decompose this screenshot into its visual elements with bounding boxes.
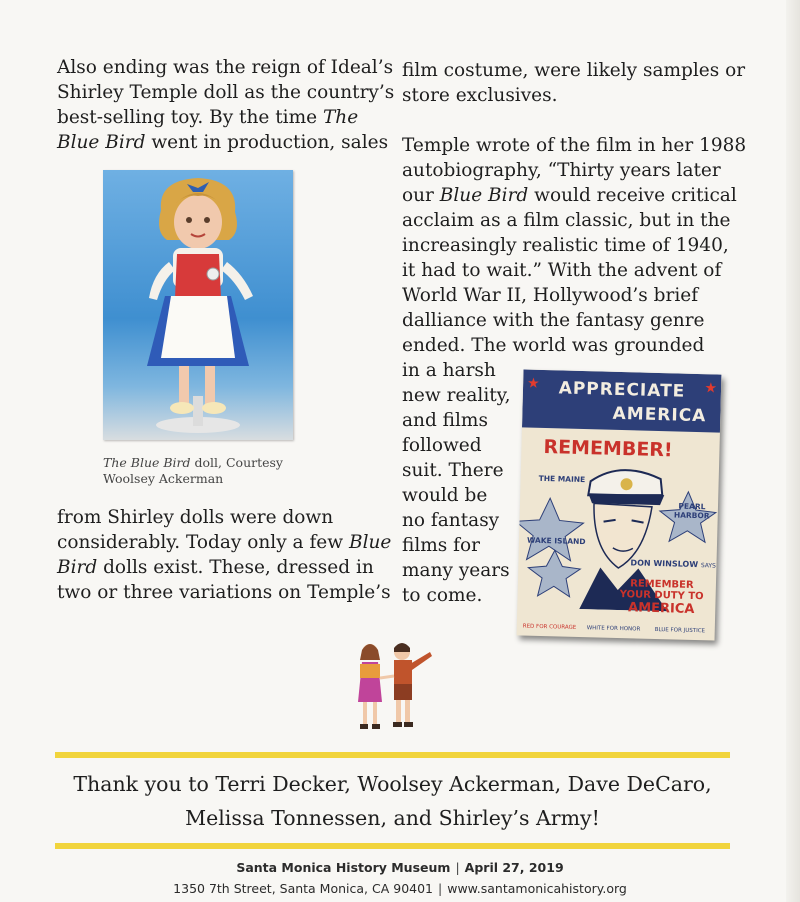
duty-line: AMERICA (627, 600, 695, 618)
poster-duty-message (613, 578, 710, 618)
caption-credit: Woolsey Ackerman (103, 471, 224, 486)
text-line: considerably. Today only a few (57, 532, 344, 553)
text-line: no fantasy (402, 510, 500, 531)
thank-you-line: Melissa Tonnessen, and Shirley’s Army! (185, 806, 600, 830)
caption-text: doll, Courtesy (194, 455, 283, 470)
film-title: Blue (348, 532, 392, 553)
museum-website: www.santamonicahistory.org (447, 881, 627, 896)
photo-caption (103, 455, 303, 487)
poster-footer-white: WHITE FOR HONOR (586, 625, 641, 633)
text-line: Also ending was the reign of Ideal’s (57, 57, 394, 78)
poster-label-maine: THE MAINE (538, 473, 586, 485)
text-line: best-selling toy. By the time (57, 107, 318, 128)
poster-footer (517, 619, 715, 640)
text-line: in a harsh (402, 360, 496, 381)
text-line: our (402, 185, 434, 206)
text-line: store exclusives. (402, 85, 558, 106)
poster-label-wake-island: WAKE ISLAND (526, 535, 586, 547)
text-line: would receive critical (534, 185, 737, 206)
text-line: Shirley Temple doll as the country’s (57, 82, 395, 103)
poster-remember: REMEMBER! (543, 436, 673, 462)
text-line: acclaim as a film classic, but in the (402, 210, 731, 231)
star-icon: ★ (704, 380, 718, 397)
accent-rule-bottom (55, 843, 730, 849)
accent-rule-top (55, 752, 730, 758)
poster-label-pearl-harbor: PEARL HARBOR (673, 501, 710, 521)
text-line: suit. There (402, 460, 504, 481)
children-illustration (350, 638, 436, 734)
duty-line: REMEMBER (630, 578, 694, 591)
right-column-middle-text (402, 133, 746, 358)
poster-footer-red: RED FOR COURAGE (522, 623, 577, 631)
film-title: Blue Bird (57, 132, 146, 153)
film-title: Bird (57, 557, 98, 578)
text-line: films for (402, 535, 481, 556)
caption-title: The Blue Bird (103, 455, 191, 470)
text-line: dalliance with the fantasy genre (402, 310, 705, 331)
right-column-narrow-text (402, 358, 511, 608)
right-column-top-text (402, 58, 745, 108)
thank-you-line: Thank you to Terri Decker, Woolsey Ackerman, Dave DeCaro, (73, 772, 712, 796)
film-title: The (322, 107, 359, 128)
left-column-bottom-text (57, 505, 391, 605)
poster-title-line2: AMERICA (612, 403, 707, 427)
text-line: it had to wait.” With the advent of (402, 260, 722, 281)
text-line: from Shirley dolls were down (57, 507, 334, 528)
text-line: and films (402, 410, 488, 431)
text-line: Temple wrote of the film in her 1988 (402, 135, 747, 156)
separator: | (455, 860, 460, 875)
text-line: would be (402, 485, 488, 506)
text-line: autobiography, “Thirty years later (402, 160, 721, 181)
text-line: new reality, (402, 385, 511, 406)
text-line: followed (402, 435, 482, 456)
text-line: dolls exist. These, dressed in (103, 557, 374, 578)
text-line: went in production, sales (151, 132, 389, 153)
left-column-top-text (57, 55, 394, 155)
footer-contact (0, 881, 800, 896)
duty-line: YOUR DUTY TO (619, 589, 704, 603)
star-icon: ★ (526, 375, 540, 392)
text-line: to come. (402, 585, 483, 606)
film-title: Blue Bird (439, 185, 529, 206)
thank-you-note (55, 767, 730, 835)
museum-address: 1350 7th Street, Santa Monica, CA 90401 (173, 881, 434, 896)
text-line: ended. The world was grounded (402, 335, 705, 356)
poster-header (522, 369, 721, 432)
war-poster (517, 369, 722, 640)
poster-title-line1: APPRECIATE (558, 378, 686, 402)
text-line: World War II, Hollywood’s brief (402, 285, 699, 306)
text-line: increasingly realistic time of 1940, (402, 235, 729, 256)
doll-illustration (103, 170, 293, 440)
event-date: April 27, 2019 (464, 860, 564, 875)
don-winslow-name: DON WINSLOW (630, 558, 699, 570)
doll-photo (103, 170, 293, 440)
poster-footer-blue: BLUE FOR JUSTICE (654, 626, 706, 635)
museum-name: Santa Monica History Museum (236, 860, 451, 875)
text-line: film costume, were likely samples or (402, 60, 746, 81)
footer-event (0, 860, 800, 875)
text-line: two or three variations on Temple’s (57, 582, 391, 603)
don-winslow-says: SAYS (700, 562, 716, 570)
separator: | (438, 881, 443, 896)
text-line: many years (402, 560, 510, 581)
page-edge (786, 0, 800, 902)
